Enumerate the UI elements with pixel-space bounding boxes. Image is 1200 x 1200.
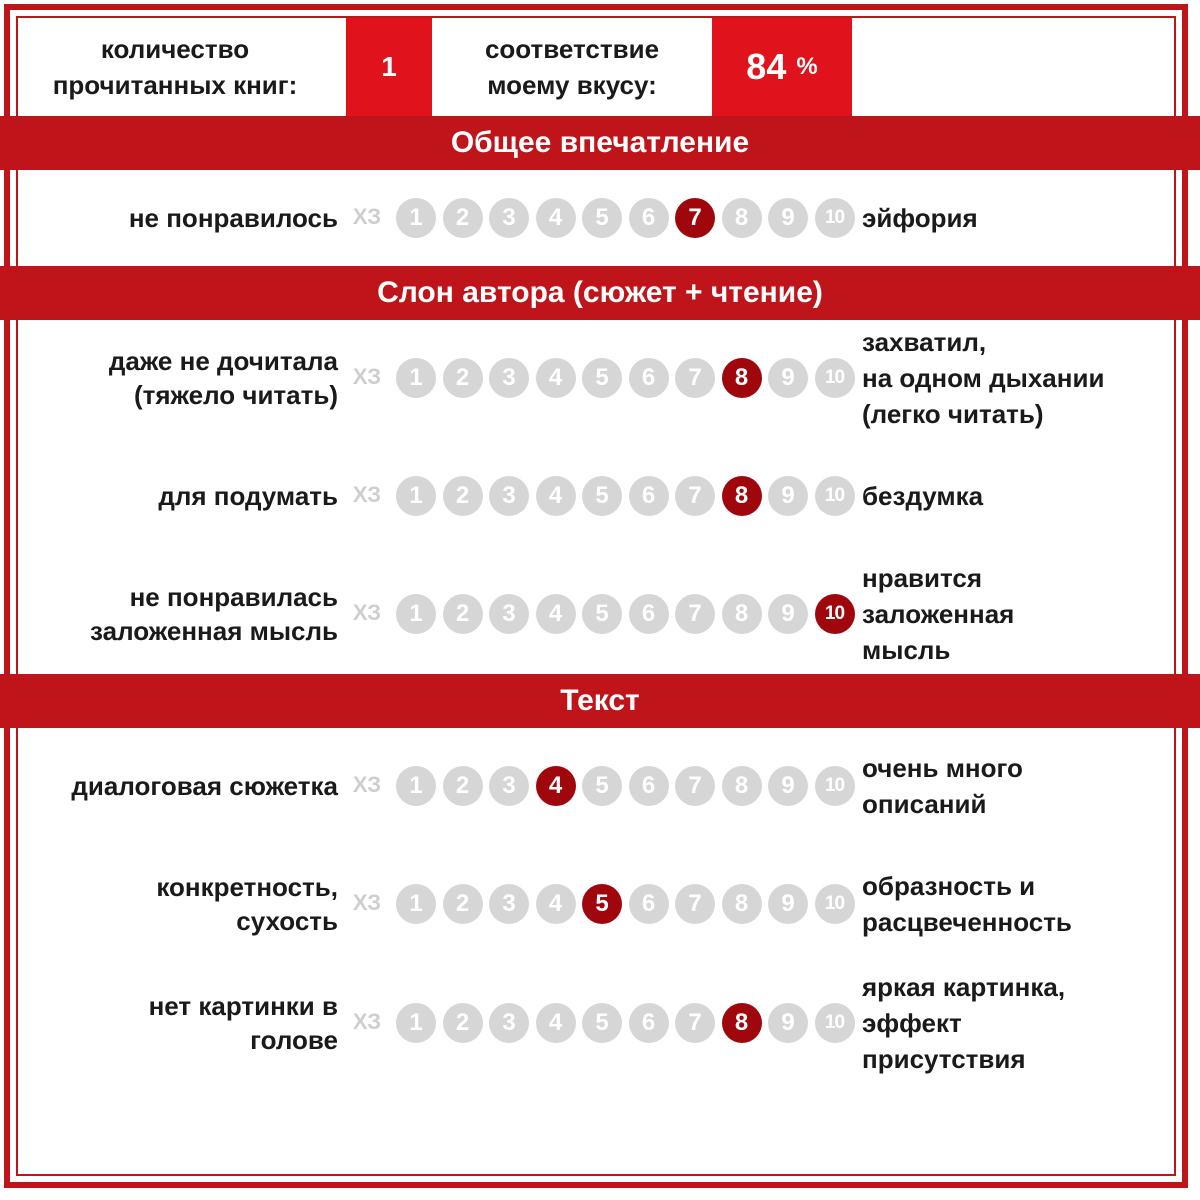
rating-dot[interactable]: 9 (768, 198, 808, 238)
rating-dot[interactable]: 10 (815, 198, 855, 238)
taste-match-percent: 84 (746, 46, 787, 87)
rating-right-label: нравится заложенная мысль (862, 563, 1015, 665)
rating-dot[interactable]: 10 (815, 1003, 855, 1043)
rating-dot[interactable]: 2 (443, 884, 483, 924)
rating-left-label: даже не дочитала (тяжело читать) (108, 346, 338, 410)
rating-dot[interactable]: 4 (536, 884, 576, 924)
rating-dot[interactable]: 3 (489, 1003, 529, 1043)
rating-right-label: бездумка (862, 481, 984, 511)
rating-dot[interactable]: 9 (768, 884, 808, 924)
rating-dot-selected[interactable]: 8 (722, 1003, 762, 1043)
rating-dot[interactable]: 3 (489, 358, 529, 398)
rating-dot[interactable]: 3 (489, 594, 529, 634)
rating-dot[interactable]: 2 (443, 1003, 483, 1043)
rating-right-label: эйфория (862, 203, 978, 233)
rating-dot[interactable]: 6 (629, 766, 669, 806)
rating-dot[interactable]: 7 (675, 476, 715, 516)
rating-dot-selected[interactable]: 10 (815, 594, 855, 634)
rating-dot[interactable]: 1 (396, 766, 436, 806)
rating-dot[interactable]: 3 (489, 476, 529, 516)
rating-dot[interactable]: 5 (582, 1003, 622, 1043)
rating-dot[interactable]: 8 (722, 198, 762, 238)
rating-dot[interactable]: 1 (396, 884, 436, 924)
rating-dot[interactable]: 2 (443, 594, 483, 634)
rating-dot[interactable]: 5 (582, 358, 622, 398)
rating-left-label: нет картинки в голове (148, 991, 338, 1055)
rating-dot[interactable]: 6 (629, 884, 669, 924)
rating-dot[interactable]: 6 (629, 476, 669, 516)
stats-panel (10, 18, 1170, 116)
rating-dot[interactable]: 5 (582, 594, 622, 634)
books-count-label: количество прочитанных книг: (52, 34, 298, 100)
rating-left-label: не понравилась заложенная мысль (90, 582, 338, 646)
rating-right-label: образность и расцвеченность (862, 871, 1072, 937)
rating-dot[interactable]: 10 (815, 358, 855, 398)
unknown-option[interactable]: ХЗ (352, 204, 382, 229)
rating-right-label: очень много описаний (862, 753, 1023, 819)
rating-dot[interactable]: 4 (536, 198, 576, 238)
rating-dot[interactable]: 9 (768, 594, 808, 634)
unknown-option[interactable]: ХЗ (352, 890, 382, 915)
rating-dot-selected[interactable]: 8 (722, 476, 762, 516)
rating-left-label: не понравилось (128, 203, 338, 233)
rating-dot[interactable]: 8 (722, 884, 762, 924)
rating-dot[interactable]: 5 (582, 476, 622, 516)
rating-dot[interactable]: 8 (722, 766, 762, 806)
taste-match-unit: % (796, 53, 818, 80)
rating-dot[interactable]: 10 (815, 884, 855, 924)
rating-dot[interactable]: 5 (582, 766, 622, 806)
rating-dot-selected[interactable]: 4 (536, 766, 576, 806)
rating-dot[interactable]: 10 (815, 476, 855, 516)
rating-dot[interactable]: 7 (675, 1003, 715, 1043)
rating-dot[interactable]: 6 (629, 198, 669, 238)
rating-left-label: конкретность, сухость (156, 872, 338, 936)
rating-dot-selected[interactable]: 8 (722, 358, 762, 398)
rating-dot[interactable]: 9 (768, 476, 808, 516)
rating-dot[interactable]: 6 (629, 358, 669, 398)
rating-left-label: диалоговая сюжетка (71, 771, 338, 801)
rating-dot[interactable]: 2 (443, 198, 483, 238)
rating-dot[interactable]: 1 (396, 594, 436, 634)
rating-dot[interactable]: 2 (443, 358, 483, 398)
rating-dot[interactable]: 1 (396, 198, 436, 238)
rating-dot[interactable]: 3 (489, 766, 529, 806)
rating-dot[interactable]: 1 (396, 358, 436, 398)
rating-dot[interactable]: 6 (629, 1003, 669, 1043)
rating-dot[interactable]: 7 (675, 766, 715, 806)
rating-dot[interactable]: 3 (489, 884, 529, 924)
taste-match-value (712, 18, 852, 116)
rating-dot-selected[interactable]: 7 (675, 198, 715, 238)
rating-dot[interactable]: 7 (675, 358, 715, 398)
rating-dot[interactable]: 7 (675, 594, 715, 634)
unknown-option[interactable]: ХЗ (352, 600, 382, 625)
rating-dot[interactable]: 3 (489, 198, 529, 238)
rating-dot[interactable]: 9 (768, 766, 808, 806)
rating-dot[interactable]: 1 (396, 1003, 436, 1043)
unknown-option[interactable]: ХЗ (352, 364, 382, 389)
rating-dot[interactable]: 9 (768, 1003, 808, 1043)
rating-right-label: яркая картинка, эффект присутствия (862, 972, 1066, 1074)
unknown-option[interactable]: ХЗ (352, 482, 382, 507)
section-header: Общее впечатление (0, 116, 1200, 170)
rating-dot[interactable]: 8 (722, 594, 762, 634)
rating-dot[interactable]: 4 (536, 358, 576, 398)
taste-match-label: соответствие моему вкусу: (484, 34, 660, 100)
rating-dot[interactable]: 4 (536, 594, 576, 634)
unknown-option[interactable]: ХЗ (352, 772, 382, 797)
rating-right-label: захватил, на одном дыхании (легко читать) (862, 327, 1105, 429)
rating-left-label: для подумать (158, 481, 338, 511)
rating-dot[interactable]: 4 (536, 476, 576, 516)
rating-dot[interactable]: 2 (443, 766, 483, 806)
rating-dot[interactable]: 4 (536, 1003, 576, 1043)
books-count-value: 1 (346, 18, 432, 116)
rating-dot[interactable]: 7 (675, 884, 715, 924)
rating-dot[interactable]: 9 (768, 358, 808, 398)
rating-dot-selected[interactable]: 5 (582, 884, 622, 924)
rating-dot[interactable]: 2 (443, 476, 483, 516)
section-header: Слон автора (сюжет + чтение) (0, 266, 1200, 320)
rating-dot[interactable]: 1 (396, 476, 436, 516)
rating-dot[interactable]: 10 (815, 766, 855, 806)
rating-dot[interactable]: 6 (629, 594, 669, 634)
section-header: Текст (0, 674, 1200, 728)
rating-dot[interactable]: 5 (582, 198, 622, 238)
unknown-option[interactable]: ХЗ (352, 1009, 382, 1034)
